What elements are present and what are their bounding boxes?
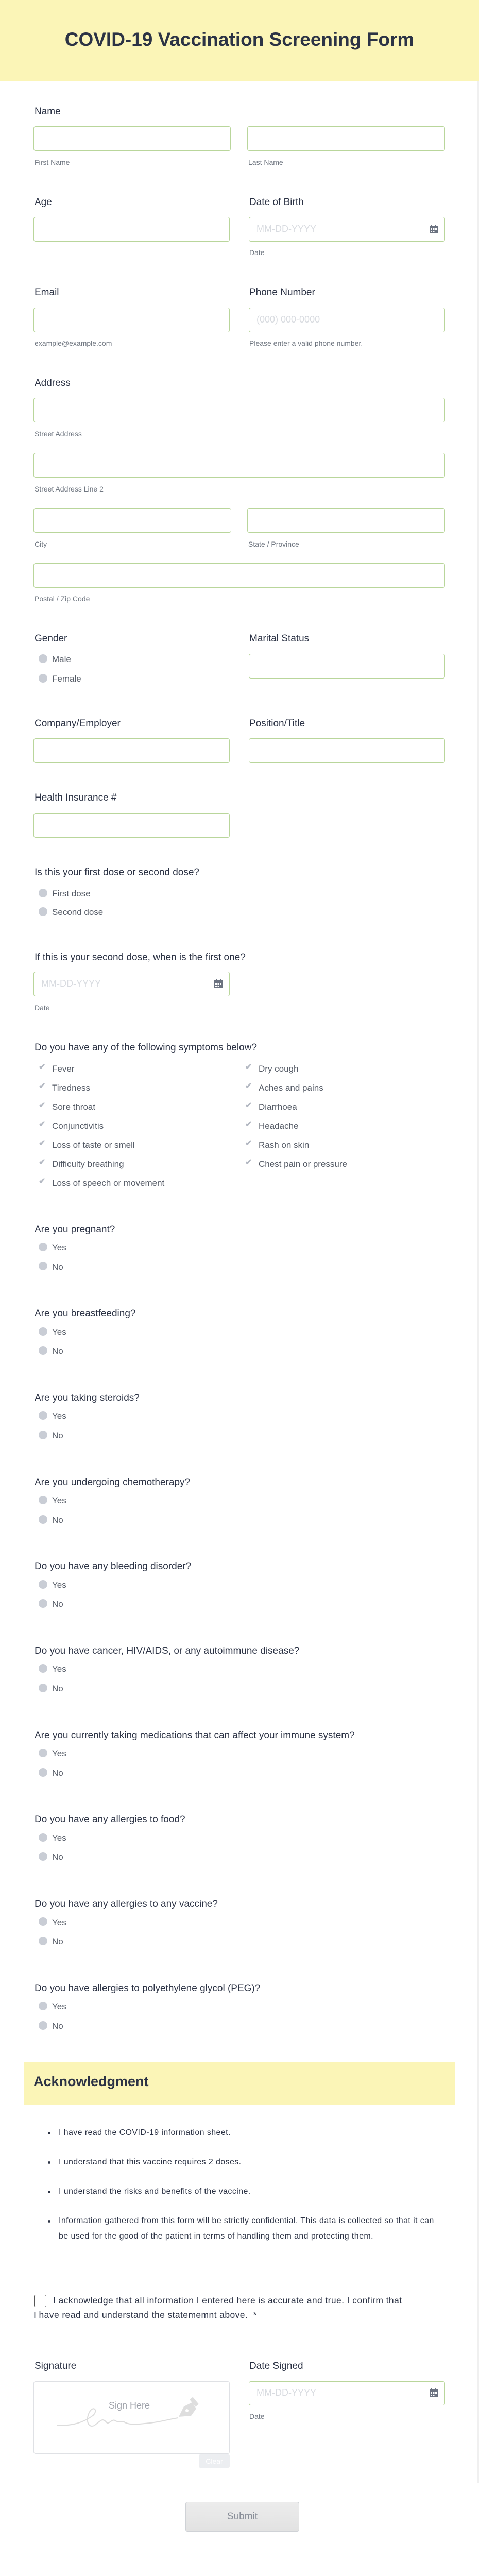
- option-no[interactable]: No: [52, 1852, 63, 1862]
- radio-no[interactable]: [39, 2021, 47, 2030]
- question-label: Do you have allergies to polyethylene glycol (PEG)?: [35, 1982, 261, 1994]
- radio-second-dose[interactable]: [39, 907, 47, 916]
- radio-female[interactable]: [39, 674, 47, 683]
- insurance-input[interactable]: [33, 813, 230, 838]
- option-yes[interactable]: Yes: [52, 1749, 66, 1759]
- dob-input[interactable]: [249, 217, 445, 242]
- question-label: Are you undergoing chemotherapy?: [35, 1477, 191, 1488]
- option-yes[interactable]: Yes: [52, 1327, 66, 1337]
- symptom-option[interactable]: Sore throat: [52, 1101, 96, 1112]
- radio-yes[interactable]: [39, 1496, 47, 1504]
- calendar-icon[interactable]: [214, 979, 223, 989]
- question-label: Are you pregnant?: [35, 1224, 115, 1235]
- checkmark-icon[interactable]: ✔: [39, 1158, 46, 1167]
- marital-label: Marital Status: [249, 633, 310, 645]
- signature-pad[interactable]: [33, 2381, 230, 2454]
- city-input[interactable]: [33, 508, 231, 533]
- radio-no[interactable]: [39, 1852, 47, 1861]
- symptom-option[interactable]: Conjunctivitis: [52, 1121, 104, 1131]
- acknowledge-checkbox-label[interactable]: [33, 2293, 404, 2322]
- sign-here-hint: Sign Here: [109, 2400, 150, 2411]
- option-no[interactable]: No: [52, 1430, 63, 1440]
- option-yes[interactable]: Yes: [52, 1917, 66, 1927]
- company-label: Company/Employer: [35, 718, 121, 729]
- symptom-option[interactable]: Headache: [259, 1121, 299, 1131]
- address-label: Address: [35, 378, 71, 389]
- option-first-dose[interactable]: First dose: [52, 888, 91, 899]
- checkmark-icon[interactable]: ✔: [39, 1081, 46, 1091]
- phone-label: Phone Number: [249, 287, 315, 298]
- zip-sublabel: Postal / Zip Code: [35, 595, 90, 603]
- radio-yes[interactable]: [39, 1917, 47, 1926]
- required-mark: *: [253, 2310, 257, 2320]
- checkmark-icon[interactable]: ✔: [245, 1062, 252, 1072]
- option-no[interactable]: No: [52, 1515, 63, 1525]
- option-yes[interactable]: Yes: [52, 2002, 66, 2012]
- option-no[interactable]: No: [52, 1262, 63, 1272]
- calendar-icon[interactable]: [429, 225, 438, 234]
- symptom-option[interactable]: Diarrhoea: [259, 1101, 297, 1112]
- zip-input[interactable]: [33, 563, 445, 588]
- question-label: Are you currently taking medications that can affect your immune system?: [35, 1730, 355, 1741]
- first-name-sublabel: First Name: [35, 158, 70, 166]
- symptoms-label: Do you have any of the following symptoms below?: [35, 1042, 257, 1054]
- checkmark-icon[interactable]: ✔: [39, 1120, 46, 1129]
- phone-input[interactable]: [249, 308, 445, 332]
- symptom-option[interactable]: Rash on skin: [259, 1140, 310, 1150]
- option-yes[interactable]: Yes: [52, 1496, 66, 1506]
- radio-no[interactable]: [39, 1937, 47, 1945]
- phone-placeholder: (000) 000-0000: [256, 314, 320, 325]
- last-name-sublabel: Last Name: [248, 158, 283, 166]
- email-input[interactable]: [33, 308, 230, 332]
- company-input[interactable]: [33, 738, 230, 763]
- symptom-option[interactable]: Tiredness: [52, 1082, 91, 1093]
- radio-first-dose[interactable]: [39, 889, 47, 897]
- dob-placeholder: MM-DD-YYYY: [256, 224, 316, 234]
- dob-sublabel: Date: [249, 248, 265, 257]
- radio-no[interactable]: [39, 1346, 47, 1355]
- insurance-label: Health Insurance #: [35, 792, 117, 804]
- radio-yes[interactable]: [39, 1327, 47, 1336]
- symptom-option[interactable]: Fever: [52, 1063, 75, 1074]
- checkmark-icon[interactable]: ✔: [39, 1062, 46, 1072]
- checkmark-icon[interactable]: ✔: [245, 1120, 252, 1129]
- symptom-option[interactable]: Chest pain or pressure: [259, 1159, 347, 1169]
- name-label: Name: [35, 106, 61, 117]
- checkmark-icon[interactable]: ✔: [39, 1139, 46, 1148]
- option-male[interactable]: Male: [52, 654, 71, 664]
- email-label: Email: [35, 287, 59, 298]
- ack-bullet-text: I have read the COVID-19 information sheet.: [59, 2128, 231, 2137]
- option-no[interactable]: No: [52, 1936, 63, 1946]
- ack-bullet: [49, 2213, 446, 2244]
- radio-no[interactable]: [39, 1768, 47, 1777]
- phone-sublabel: Please enter a valid phone number.: [249, 339, 363, 348]
- option-second-dose[interactable]: Second dose: [52, 907, 104, 918]
- option-yes[interactable]: Yes: [52, 1580, 66, 1590]
- street-address-line2-sublabel: Street Address Line 2: [35, 485, 104, 494]
- checkmark-icon[interactable]: ✔: [245, 1081, 252, 1091]
- submit-button[interactable]: Submit: [185, 2502, 299, 2532]
- radio-yes[interactable]: [39, 1664, 47, 1673]
- option-female[interactable]: Female: [52, 674, 81, 684]
- checkmark-icon[interactable]: ✔: [245, 1100, 252, 1110]
- radio-yes[interactable]: [39, 1833, 47, 1842]
- signature-pen-icon: [57, 2397, 207, 2433]
- radio-no[interactable]: [39, 1599, 47, 1608]
- form-title: COVID-19 Vaccination Screening Form: [64, 29, 415, 50]
- symptom-option[interactable]: Aches and pains: [259, 1082, 323, 1093]
- state-input[interactable]: [247, 508, 445, 533]
- question-label: Do you have cancer, HIV/AIDS, or any autoimmune disease?: [35, 1646, 300, 1656]
- age-label: Age: [35, 196, 52, 208]
- radio-male[interactable]: [39, 654, 47, 663]
- gender-label: Gender: [35, 633, 67, 645]
- radio-yes[interactable]: [39, 1749, 47, 1757]
- date-signed-label: Date Signed: [249, 2360, 303, 2371]
- question-label: Are you breastfeeding?: [35, 1308, 136, 1319]
- signature-label: Signature: [35, 2360, 77, 2371]
- email-sublabel: example@example.com: [35, 339, 112, 348]
- ack-bullet-text: I understand that this vaccine requires 2 doses.: [59, 2158, 242, 2167]
- option-no[interactable]: No: [52, 1768, 63, 1778]
- dob-label: Date of Birth: [249, 196, 304, 208]
- street-address-line2-input[interactable]: [33, 453, 445, 478]
- radio-no[interactable]: [39, 1684, 47, 1692]
- position-input[interactable]: [249, 738, 445, 763]
- acknowledge-text: I acknowledge that all information I entered here is accurate and true. I confirm that I have read and understand the statememnt above.: [33, 2295, 402, 2320]
- symptom-option[interactable]: Dry cough: [259, 1063, 299, 1074]
- option-no[interactable]: No: [52, 1599, 63, 1609]
- ack-bullet: [49, 2155, 446, 2170]
- position-label: Position/Title: [249, 718, 305, 729]
- symptom-option[interactable]: Loss of speech or movement: [52, 1178, 165, 1188]
- dose-label: Is this your first dose or second dose?: [35, 867, 199, 878]
- checkmark-icon[interactable]: ✔: [39, 1100, 46, 1110]
- state-sublabel: State / Province: [248, 539, 299, 548]
- symptom-option[interactable]: Loss of taste or smell: [52, 1140, 135, 1150]
- ack-bullet: [49, 2184, 446, 2199]
- first-dose-date-placeholder: MM-DD-YYYY: [41, 978, 101, 989]
- street-address-input[interactable]: [33, 398, 445, 422]
- option-no[interactable]: No: [52, 1683, 63, 1693]
- radio-no[interactable]: [39, 1431, 47, 1439]
- radio-yes[interactable]: [39, 2002, 47, 2010]
- ack-bullet: [49, 2125, 446, 2141]
- question-label: Do you have any allergies to food?: [35, 1814, 185, 1825]
- option-yes[interactable]: Yes: [52, 1243, 66, 1253]
- radio-no[interactable]: [39, 1515, 47, 1524]
- checkmark-icon[interactable]: ✔: [245, 1158, 252, 1167]
- radio-yes[interactable]: [39, 1243, 47, 1251]
- first-name-input[interactable]: [33, 126, 231, 151]
- date-signed-input[interactable]: [249, 2381, 445, 2405]
- age-input[interactable]: [33, 217, 230, 242]
- date-signed-sublabel: Date: [249, 2412, 265, 2421]
- clear-signature-button[interactable]: Clear: [199, 2454, 230, 2468]
- checkmark-icon[interactable]: ✔: [39, 1177, 46, 1187]
- date-signed-placeholder: MM-DD-YYYY: [256, 2387, 316, 2398]
- ack-bullet-text: Information gathered from this form will be strictly confidential. This data is collected so that it can be used for the good of the patient in terms of handling them and protecting them.: [59, 2216, 434, 2241]
- ack-bullet-text: I understand the risks and benefits of the vaccine.: [59, 2187, 251, 2196]
- marital-input[interactable]: [249, 654, 445, 679]
- radio-no[interactable]: [39, 1262, 47, 1270]
- radio-yes[interactable]: [39, 1580, 47, 1589]
- last-name-input[interactable]: [247, 126, 445, 151]
- first-dose-date-sublabel: Date: [35, 1004, 50, 1012]
- city-sublabel: City: [35, 539, 47, 548]
- checkmark-icon[interactable]: ✔: [245, 1139, 252, 1148]
- option-no[interactable]: No: [52, 2021, 63, 2031]
- symptom-option[interactable]: Difficulty breathing: [52, 1159, 124, 1169]
- first-dose-date-input[interactable]: [33, 972, 230, 996]
- first-dose-date-label: If this is your second dose, when is the first one?: [35, 952, 246, 963]
- street-address-sublabel: Street Address: [35, 429, 82, 438]
- radio-yes[interactable]: [39, 1411, 47, 1420]
- option-yes[interactable]: Yes: [52, 1833, 66, 1843]
- question-label: Are you taking steroids?: [35, 1392, 140, 1403]
- option-yes[interactable]: Yes: [52, 1411, 66, 1421]
- calendar-icon[interactable]: [429, 2388, 438, 2398]
- option-yes[interactable]: Yes: [52, 1664, 66, 1674]
- question-label: Do you have any allergies to any vaccine?: [35, 1899, 218, 1910]
- question-label: Do you have any bleeding disorder?: [35, 1561, 192, 1572]
- acknowledgment-title: Acknowledgment: [33, 2073, 149, 2089]
- option-no[interactable]: No: [52, 1346, 63, 1357]
